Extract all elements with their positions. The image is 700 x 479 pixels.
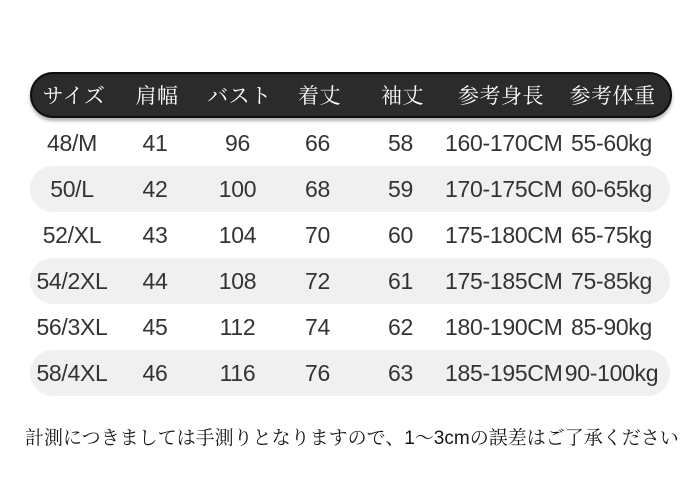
table-row [30, 304, 670, 350]
table-row [30, 120, 670, 166]
table-cell: 75-85kg [570, 267, 653, 294]
table-cell: 50/L [50, 175, 94, 202]
column-header-0: サイズ [42, 85, 106, 108]
table-cell: 104 [218, 221, 257, 248]
table-cell: 175-180CM [445, 221, 563, 248]
measurement-note: 計測につきましては手測りとなりますので、1〜3cmの誤差はご了承ください [25, 428, 679, 449]
table-cell: 185-195CM [445, 359, 563, 386]
table-cell: 48/M [47, 129, 97, 156]
table-cell: 54/2XL [36, 267, 108, 294]
table-cell: 61 [388, 267, 413, 294]
table-cell: 58 [388, 129, 413, 156]
table-cell: 116 [219, 359, 256, 386]
table-cell: 65-75kg [570, 221, 653, 248]
table-cell: 56/3XL [36, 313, 108, 340]
table-cell: 41 [142, 129, 168, 156]
column-header-4: 袖丈 [381, 85, 424, 108]
table-cell: 60-65kg [570, 175, 653, 202]
column-header-2: バスト [207, 85, 272, 108]
table-cell: 70 [305, 221, 330, 248]
table-row [30, 258, 670, 304]
table-header-row [30, 72, 672, 118]
table-cell: 68 [305, 175, 330, 202]
table-cell: 112 [219, 313, 256, 340]
table-cell: 42 [142, 175, 168, 202]
column-header-5: 参考身長 [458, 85, 544, 108]
table-cell: 44 [142, 267, 168, 294]
table-cell: 63 [388, 359, 413, 386]
table-cell: 45 [142, 313, 168, 340]
table-cell: 60 [388, 221, 413, 248]
table-cell: 74 [305, 313, 330, 340]
table-cell: 160-170CM [445, 129, 563, 156]
table-cell: 62 [388, 313, 413, 340]
table-cell: 58/4XL [36, 359, 108, 386]
table-cell: 90-100kg [564, 359, 659, 386]
table-cell: 55-60kg [570, 129, 653, 156]
table-row [30, 212, 670, 258]
table-row [30, 350, 670, 396]
table-cell: 96 [225, 129, 250, 156]
table-cell: 66 [305, 129, 330, 156]
table-cell: 46 [142, 359, 168, 386]
table-cell: 100 [218, 175, 257, 202]
column-header-6: 参考体重 [569, 85, 656, 108]
table-cell: 43 [142, 221, 168, 248]
table-cell: 76 [305, 359, 330, 386]
table-cell: 59 [388, 175, 413, 202]
table-cell: 72 [305, 267, 330, 294]
table-cell: 85-90kg [570, 313, 653, 340]
column-header-3: 着丈 [298, 85, 341, 108]
table-body [30, 120, 670, 396]
table-row [30, 166, 670, 212]
table-cell: 52/XL [42, 221, 102, 248]
table-cell: 175-185CM [445, 267, 563, 294]
column-header-1: 肩幅 [135, 85, 179, 108]
table-cell: 180-190CM [445, 313, 563, 340]
table-cell: 108 [218, 267, 257, 294]
table-cell: 170-175CM [445, 175, 563, 202]
